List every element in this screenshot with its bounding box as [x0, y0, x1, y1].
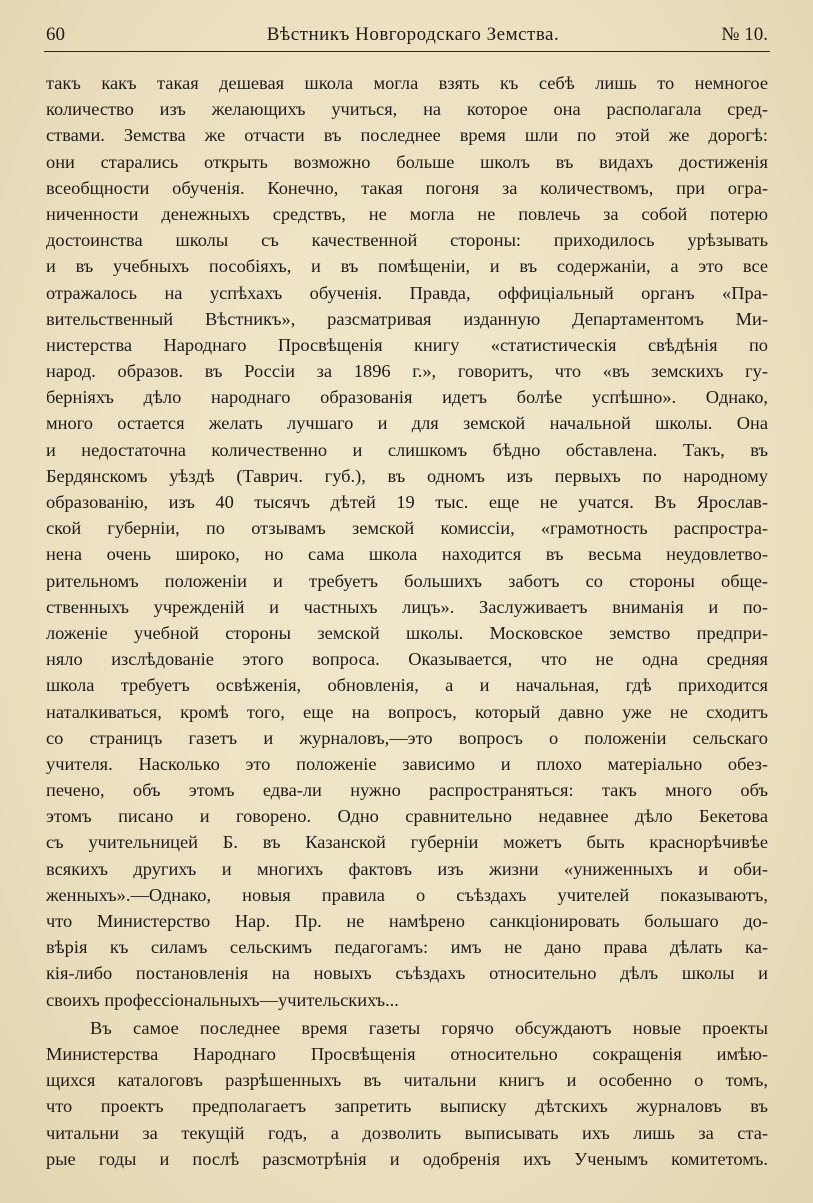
text-line: что проектъ предполагаетъ запретить выписку дѣтскихъ журналовъ въ: [46, 1096, 768, 1117]
text-line: няло изслѣдованіе этого вопроса. Оказывается, что не одна средняя: [46, 649, 768, 670]
text-line: этомъ писано и говорено. Одно сравнительно недавнее дѣло Бекетова: [46, 806, 768, 827]
text-line: много остается желать лучшаго и для земской начальной школы. Она: [46, 413, 768, 434]
text-line: вѣрія къ силамъ сельскимъ педагогамъ: имъ не дано права дѣлать ка-: [46, 937, 768, 958]
text-line: нистерства Народнаго Просвѣщенія книгу «статистическія свѣдѣнія по: [46, 334, 768, 355]
text-line: и въ учебныхъ пособіяхъ, и въ помѣщеніи, и въ содержаніи, а это все: [46, 256, 768, 277]
text-line: достоинства школы съ качественной стороны: приходилось урѣзывать: [46, 230, 768, 251]
text-line: берніяхъ дѣло народнаго образованія идетъ болѣе успѣшно». Однако,: [46, 387, 768, 408]
text-line: со страницъ газетъ и журналовъ,—это вопросъ о положеніи сельскаго: [46, 727, 768, 748]
text-line: ственныхъ учрежденій и частныхъ лицъ». Заслуживаетъ вниманія и по-: [46, 596, 768, 617]
text-line: и недостаточна количественно и слишкомъ бѣдно обставлена. Такъ, въ: [46, 439, 768, 460]
text-line: количество изъ желающихъ учиться, на которое она располагала сред-: [46, 99, 768, 120]
text-line: учителя. Насколько это положеніе зависимо и плохо матеріально обез-: [46, 753, 768, 774]
text-line: что Министерство Нар. Пр. не намѣрено санкціонировать большаго до-: [46, 911, 768, 931]
text-line: такъ какъ такая дешевая школа могла взять къ себѣ лишь то немногое: [46, 73, 768, 93]
text-line: Министерства Народнаго Просвѣщенія относительно сокращенія имѣю-: [46, 1043, 768, 1064]
text-line: Въ самое последнее время газеты горячо обсуждаютъ новые проекты: [90, 1017, 768, 1038]
text-line: школа требуетъ освѣженія, обновленія, а и начальная, гдѣ приходится: [46, 675, 768, 696]
journal-title: Вѣстникъ Новгородскаго Земства.: [266, 24, 560, 45]
text-line: читальни за текущій годъ, а дозволить выписывать ихъ лишь за ста-: [46, 1122, 768, 1143]
text-line: кія-либо постановленія на новыхъ съѣздахъ относительно дѣлъ школы и: [46, 963, 768, 984]
text-line: всеобщности обученія. Конечно, такая погоня за количествомъ, при огра-: [46, 177, 768, 198]
text-line: своихъ профессіональныхъ—учительскихъ...: [46, 989, 399, 1010]
text-line: отражалось на успѣхахъ обученія. Правда, оффиціальный органъ «Пра-: [46, 282, 768, 303]
text-line: женныхъ».—Однако, новыя правила о съѣздахъ учителей показываютъ,: [46, 884, 768, 905]
text-line: всякихъ другихъ и многихъ фактовъ изъ жизни «униженныхъ и оби-: [46, 858, 768, 879]
text-line: ниченности денежныхъ средствъ, не могла не повлечь за собой потерю: [46, 203, 768, 224]
running-header: [46, 22, 768, 48]
body-text: [46, 70, 768, 1172]
text-line: рые годы и послѣ разсмотрѣнія и одобренія ихъ Ученымъ комитетомъ.: [46, 1148, 768, 1169]
text-line: ствами. Земства же отчасти въ последнее время шли по этой же дорогѣ:: [46, 125, 768, 146]
text-line: образованію, изъ 40 тысячъ дѣтей 19 тыс. еще не учатся. Въ Ярослав-: [46, 492, 768, 512]
page-number: 60: [46, 24, 65, 45]
text-line: они старались открыть возможно больше школъ въ видахъ достиженія: [46, 151, 768, 172]
text-line: печено, объ этомъ едва-ли нужно распространяться: такъ много объ: [46, 780, 768, 801]
text-line: ложеніе учебной стороны земской школы. Московское земство предпри-: [46, 622, 768, 643]
text-line: Бердянскомъ уѣздѣ (Таврич. губ.), въ одномъ изъ первыхъ по народному: [46, 465, 768, 486]
text-line: съ учительницей Б. въ Казанской губерніи можетъ быть краснорѣчивѣе: [46, 832, 768, 853]
text-line: народ. образов. въ Россіи за 1896 г.», говоритъ, что «въ земскихъ гу-: [46, 361, 768, 382]
text-line: рительномъ положеніи и требуетъ большихъ заботъ со стороны обще-: [46, 570, 768, 591]
text-line: нена очень широко, но сама школа находится въ весьма неудовлетво-: [46, 544, 768, 565]
paragraph-2: [46, 1015, 768, 1172]
paragraph-1: [46, 70, 768, 1013]
text-line: вительственный Вѣстникъ», разсматривая изданную Департаментомъ Ми-: [46, 308, 768, 329]
text-line: наталкиваться, кромѣ того, еще на вопросъ, который давно уже не сходитъ: [46, 701, 768, 722]
text-line: щихся каталоговъ разрѣшенныхъ въ читальни книгъ и особенно о томъ,: [46, 1070, 768, 1091]
issue-number: № 10.: [721, 24, 768, 45]
header-rule: [44, 51, 770, 52]
text-line: ской губерніи, по отзывамъ земской комиссіи, «грамотность распростра-: [46, 518, 768, 539]
